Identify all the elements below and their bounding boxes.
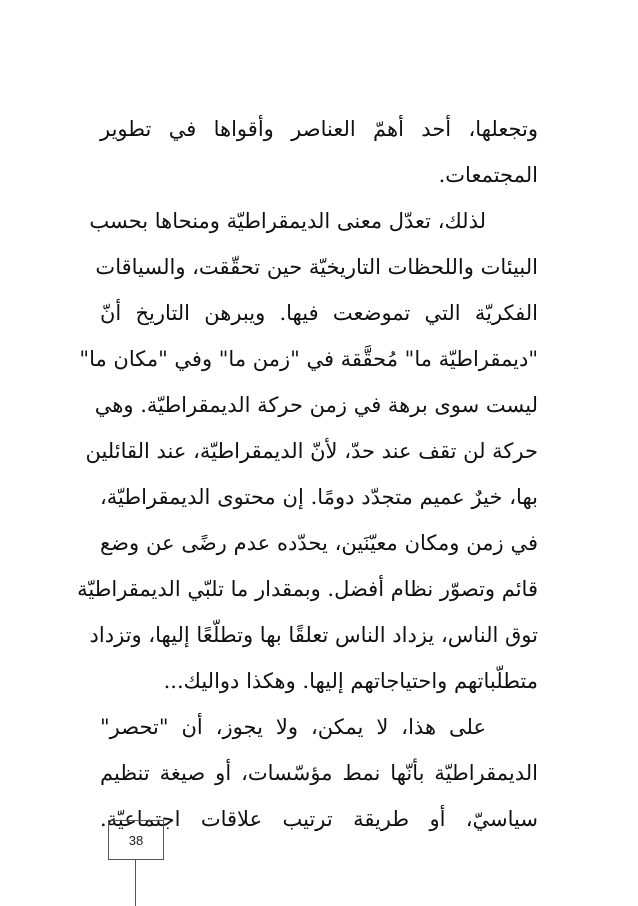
text-line: البيئات واللحظات التاريخيّة حين تحقّقت، والسياقات <box>95 255 538 279</box>
page-number-divider <box>135 860 136 906</box>
text-line: توق الناس، يزداد الناس تعلقًا بها وتطلّعًا إليها، وتزداد <box>89 623 538 647</box>
page-number-box <box>108 820 164 860</box>
text-line: وتجعلها، أحد أهمّ العناصر وأقواها في تطوير <box>100 117 538 141</box>
paragraph-start-line: على هذا، لا يمكن، ولا يجوز، أن "تحصر" <box>100 715 486 739</box>
page-number: 38 <box>128 832 144 848</box>
text-line: المجتمعات. <box>438 163 538 187</box>
text-line: ليست سوى برهة في زمن حركة الديمقراطيّة. وهي <box>94 393 538 417</box>
text-line: الديمقراطيّة بأنّها نمط مؤسّسات، أو صيغة تنظيم <box>100 761 538 785</box>
text-line: متطلّباتهم واحتياجاتهم إليها. وهكذا دواليك... <box>163 669 538 693</box>
text-line: "ديمقراطيّة ما" مُحقَّقة في "زمن ما" وفي "مكان ما" <box>79 347 538 371</box>
paragraph-start-line: لذلك، تعدّل معنى الديمقراطيّة ومنحاها بحسب <box>89 209 486 233</box>
text-line: سياسيّ، أو طريقة ترتيب علاقات اجتماعيّة. <box>100 807 538 831</box>
text-line: في زمن ومكان معيّنَين، يحدّده عدم رضًى عن وضع <box>100 531 538 555</box>
text-line: بها، خيرٌ عميم متجدّد دومًا. إن محتوى الديمقراطيّة، <box>100 485 538 509</box>
text-line: حركة لن تقف عند حدّ، لأنّ الديمقراطيّة، عند القائلين <box>85 439 538 463</box>
text-line: الفكريّة التي تموضعت فيها. ويبرهن التاريخ أنّ <box>100 301 538 325</box>
text-line: قائم وتصوّر نظام أفضل. وبمقدار ما تلبّي الديمقراطيّة <box>77 577 538 601</box>
